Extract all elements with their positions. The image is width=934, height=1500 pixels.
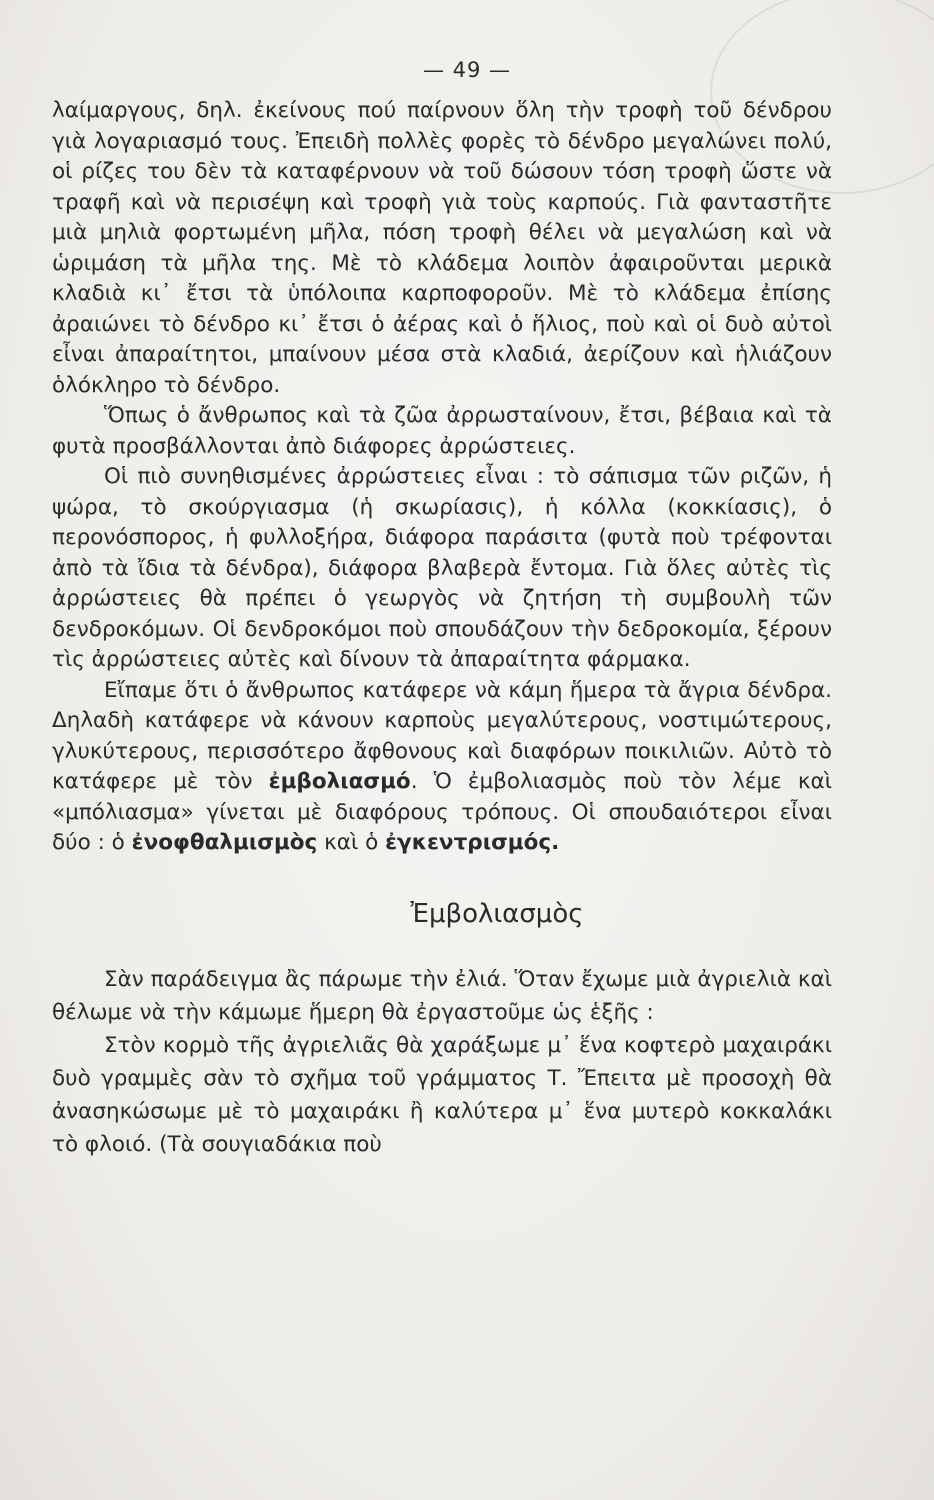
page-text — [52, 96, 832, 1161]
term-grafting: ἐμβολιασμό — [268, 769, 411, 794]
paragraph-procedure: Στὸν κορμὸ τῆς ἀγριελιᾶς θὰ χαράξωμε μ᾿ ἕνα κοφτερὸ μαχαιράκι δυὸ γραμμὲς σὰν τὸ σχῆμα τοῦ γράμματος Τ. Ἔπειτα μὲ προσοχὴ θὰ ἀνασηκώσωμε μὲ τὸ μαχαιράκι ἢ καλύτερα μ᾿ ἕνα μυτερὸ κοκκαλάκι τὸ φλοιό. (Τὰ σουγιαδάκια ποὺ — [52, 1033, 832, 1157]
paragraph-example: Σὰν παράδειγμα ἂς πάρωμε τὴν ἐλιά. Ὅταν ἔχωμε μιὰ ἀγριελιὰ καὶ θέλωμε νὰ τὴν κάμωμε ἥμερη θὰ ἐργαστοῦμε ὡς ἑξῆς : — [52, 967, 832, 1025]
paragraph-diseases-intro: Ὅπως ὁ ἄνθρωπος καὶ τὰ ζῶα ἀρρωσταίνουν, ἔτσι, βέβαια καὶ τὰ φυτὰ προσβάλλονται ἀπὸ διάφορες ἀρρώστειες. — [52, 403, 832, 459]
term-cleft-grafting: ἐγκεντρισμός. — [385, 830, 560, 855]
paragraph-diseases-list: Οἱ πιὸ συνηθισμένες ἀρρώστειες εἶναι : τὸ σάπισμα τῶν ριζῶν, ἡ ψώρα, τὸ σκούργιασμα (ἡ σκωρίασις), ἡ κόλλα (κοκκίασις), ὁ περονόσπορος, ἡ φυλλοξήρα, διάφορα παράσιτα (φυτὰ ποὺ τρέφονται ἀπὸ τὰ ἴδια τὰ δένδρα), διάφορα βλαβερὰ ἔντομα. Γιὰ ὅλες αὐτὲς τὶς ἀρρώστειες θὰ πρέπει ὁ γεωργὸς νὰ ζητήση τὴ συμβουλὴ τῶν δενδροκόμων. Οἱ δενδροκόμοι ποὺ σπουδάζουν τὴν δεδροκομία, ξέρουν τὶς ἀρρώστειες αὐτὲς καὶ δίνουν τὰ ἀπαραίτητα φάρμακα. — [52, 464, 832, 672]
page-number: — 49 — — [422, 58, 512, 82]
paragraph-grafting: Εἴπαμε ὅτι ὁ ἄνθρωπος κατάφερε νὰ κάμη ἥμερα τὰ ἄγρια δένδρα. Δηλαδὴ κατάφερε νὰ κάνουν καρποὺς μεγαλύτερους, νοστιμώτερους, γλυκύτερους, περισσότερο ἄφθονους καὶ διαφόρων ποικιλιῶν. Αὐτὸ τὸ κατάφερε μὲ τὸν ἐμβολιασμό. Ὁ ἐμβολιασμὸς ποὺ τὸν λέμε καὶ «μπόλιασμα» γίνεται μὲ διαφόρους τρόπους. Οἱ σπουδαιότεροι εἶναι δύο : ὁ ἐνοφθαλμισμὸς καὶ ὁ ἐγκεντρισμός. — [52, 677, 832, 855]
section-heading: Ἐμβολιασμὸς — [410, 898, 584, 929]
paragraph-pruning: λαίμαργους, δηλ. ἐκείνους πού παίρνουν ὅλη τὴν τροφὴ τοῦ δένδρου γιὰ λογαριασμό τους. Ἐπειδὴ πολλὲς φορὲς τὸ δένδρο μεγαλώνει πολύ, οἱ ρίζες του δὲν τὰ καταφέρνουν νὰ τοῦ δώσουν τόση τροφὴ ὥστε νὰ τραφῆ καὶ νὰ περισέψη καὶ τροφὴ γιὰ τοὺς καρπούς. Γιὰ φανταστῆτε μιὰ μηλιὰ φορτωμένη μῆλα, πόση τροφὴ θέλει νὰ μεγαλώση καὶ νὰ ὡριμάση τὰ μῆλα της. Μὲ τὸ κλάδεμα λοιπὸν ἀφαιροῦνται μερικὰ κλαδιὰ κι᾿ ἔτσι τὰ ὑπόλοιπα καρποφοροῦν. Μὲ τὸ κλάδεμα ἐπίσης ἀραιώνει τὸ δένδρο κι᾿ ἔτσι ὁ ἀέρας καὶ ὁ ἥλιος, ποὺ καὶ οἱ δυὸ αὐτοὶ εἶναι ἀπαραίτητοι, μπαίνουν μέσα στὰ κλαδιά, ἀερίζουν καὶ ἡλιάζουν ὁλόκληρο τὸ δένδρο. — [52, 98, 832, 398]
term-budding: ἐνοφθαλμισμὸς — [131, 830, 318, 855]
